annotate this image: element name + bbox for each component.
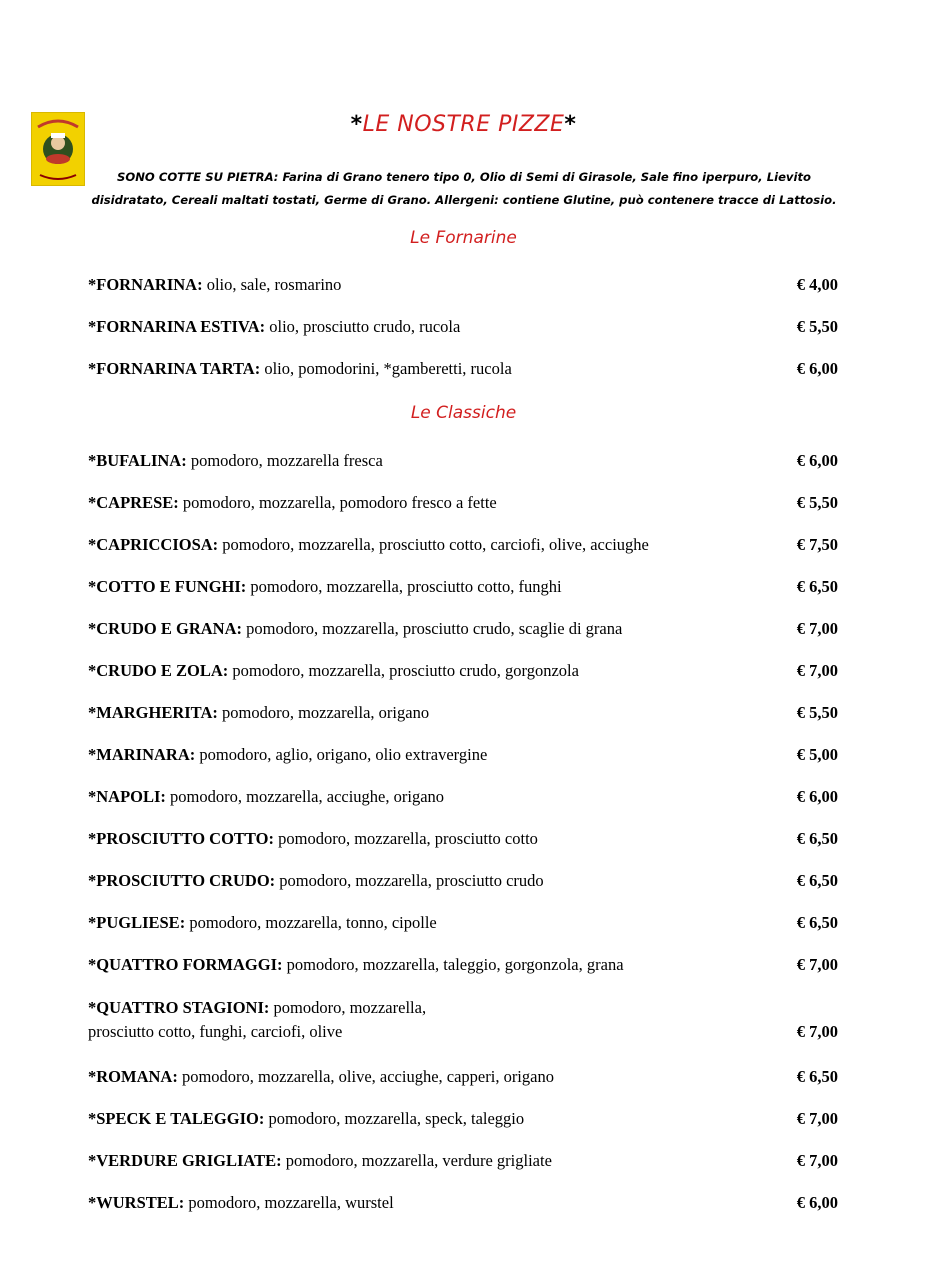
menu-item (88, 911, 838, 935)
menu-item (88, 869, 838, 893)
title-star-left: * (350, 112, 363, 137)
menu-item (88, 533, 838, 557)
menu-item (88, 273, 838, 297)
item-price: € 6,50 (796, 871, 838, 890)
item-name: *PROSCIUTTO CRUDO: (88, 871, 276, 890)
item-desc: pomodoro, mozzarella, prosciutto cotto (273, 829, 538, 848)
ingredients-note (88, 166, 840, 212)
item-name: *CAPRICCIOSA: (88, 535, 219, 554)
title-text: LE NOSTRE PIZZE (362, 112, 565, 137)
item-name: *NAPOLI: (88, 787, 166, 806)
item-name: *QUATTRO STAGIONI: (88, 998, 270, 1017)
item-price: € 6,00 (796, 359, 838, 378)
menu-item (88, 575, 838, 599)
item-name: *PROSCIUTTO COTTO: (88, 829, 274, 848)
menu-item (88, 491, 838, 515)
item-desc: pomodoro, mozzarella, prosciutto crudo, gorgonzola (228, 661, 579, 680)
item-desc: pomodoro, aglio, origano, olio extravergine (195, 745, 488, 764)
item-price: € 6,00 (796, 787, 838, 806)
item-price: € 7,00 (796, 619, 838, 638)
item-desc: pomodoro, mozzarella, prosciutto crudo, scaglie di grana (242, 619, 623, 638)
item-name: *FORNARINA: (88, 275, 203, 294)
item-desc: pomodoro, mozzarella, origano (217, 703, 430, 722)
item-desc: pomodoro, mozzarella fresca (186, 451, 383, 470)
item-price: € 7,00 (796, 1022, 838, 1041)
item-name: *MARGHERITA: (88, 703, 218, 722)
item-desc: olio, pomodorini, *gamberetti, rucola (260, 359, 512, 378)
item-desc: pomodoro, mozzarella, acciughe, origano (165, 787, 445, 806)
item-desc: pomodoro, mozzarella, prosciutto cotto, funghi (246, 577, 562, 596)
item-price: € 7,00 (796, 661, 838, 680)
item-price: € 6,50 (796, 577, 838, 596)
item-desc: olio, sale, rosmarino (202, 275, 342, 294)
item-name: *VERDURE GRIGLIATE: (88, 1151, 282, 1170)
menu-item (88, 953, 838, 977)
menu-item (88, 315, 838, 339)
item-price: € 5,50 (796, 493, 838, 512)
item-name: *ROMANA: (88, 1067, 178, 1086)
item-price: € 6,00 (796, 451, 838, 470)
menu-item (88, 1107, 838, 1131)
item-price: € 5,00 (796, 745, 838, 764)
section-title-fornarine: Le Fornarine (410, 228, 517, 248)
item-price: € 7,00 (796, 1109, 838, 1128)
menu-item (88, 659, 838, 683)
menu-item (88, 701, 838, 725)
item-desc: pomodoro, mozzarella, wurstel (184, 1193, 394, 1212)
item-name: *FORNARINA TARTA: (88, 359, 261, 378)
item-desc: pomodoro, mozzarella, speck, taleggio (264, 1109, 525, 1128)
item-price: € 6,50 (796, 829, 838, 848)
item-desc: pomodoro, mozzarella, (269, 998, 427, 1017)
item-desc: pomodoro, mozzarella, olive, acciughe, capperi, origano (177, 1067, 554, 1086)
item-desc: pomodoro, mozzarella, pomodoro fresco a fette (178, 493, 497, 512)
ingredients-note-line-1: SONO COTTE SU PIETRA: Farina di Grano tenero tipo 0, Olio di Semi di Girasole, Sale fino iperpuro, Lievito (117, 170, 811, 184)
item-price: € 7,00 (796, 955, 838, 974)
menu-item (88, 1149, 838, 1173)
item-name: *MARINARA: (88, 745, 196, 764)
menu-item (88, 357, 838, 381)
menu-item (88, 1065, 838, 1089)
item-name: *QUATTRO FORMAGGI: (88, 955, 283, 974)
menu-item (88, 743, 838, 767)
item-price: € 6,50 (796, 913, 838, 932)
item-name: *COTTO E FUNGHI: (88, 577, 247, 596)
item-price: € 5,50 (796, 703, 838, 722)
item-price: € 7,00 (796, 1151, 838, 1170)
menu-item (88, 449, 838, 473)
item-desc: pomodoro, mozzarella, verdure grigliate (281, 1151, 552, 1170)
menu-title (0, 112, 927, 137)
item-desc: pomodoro, mozzarella, prosciutto cotto, carciofi, olive, acciughe (218, 535, 649, 554)
item-desc: olio, prosciutto crudo, rucola (265, 317, 461, 336)
item-name: *CRUDO E ZOLA: (88, 661, 229, 680)
item-name: *BUFALINA: (88, 451, 187, 470)
item-name: *CAPRESE: (88, 493, 179, 512)
menu-item (88, 1191, 838, 1215)
item-price: € 6,00 (796, 1193, 838, 1212)
section-title-classiche: Le Classiche (410, 403, 517, 423)
item-desc: pomodoro, mozzarella, prosciutto crudo (275, 871, 544, 890)
item-desc: pomodoro, mozzarella, tonno, cipolle (185, 913, 437, 932)
item-price: € 5,50 (796, 317, 838, 336)
item-name: *PUGLIESE: (88, 913, 186, 932)
menu-item (88, 785, 838, 809)
ingredients-note-line-2: disidratato, Cereali maltati tostati, Germe di Grano. Allergeni: contiene Glutine, può contenere tracce di Lattosio. (91, 193, 837, 207)
item-name: *FORNARINA ESTIVA: (88, 317, 266, 336)
item-desc-continued: prosciutto cotto, funghi, carciofi, olive (88, 1022, 343, 1041)
item-price: € 7,50 (796, 535, 838, 554)
item-name: *SPECK E TALEGGIO: (88, 1109, 265, 1128)
menu-item (88, 617, 838, 641)
title-star-right: * (564, 112, 577, 137)
item-price: € 4,00 (796, 275, 838, 294)
item-desc: pomodoro, mozzarella, taleggio, gorgonzola, grana (282, 955, 624, 974)
item-name: *CRUDO E GRANA: (88, 619, 242, 638)
menu-item (88, 827, 838, 851)
item-price: € 6,50 (796, 1067, 838, 1086)
menu-item (88, 996, 838, 1044)
item-name: *WURSTEL: (88, 1193, 185, 1212)
